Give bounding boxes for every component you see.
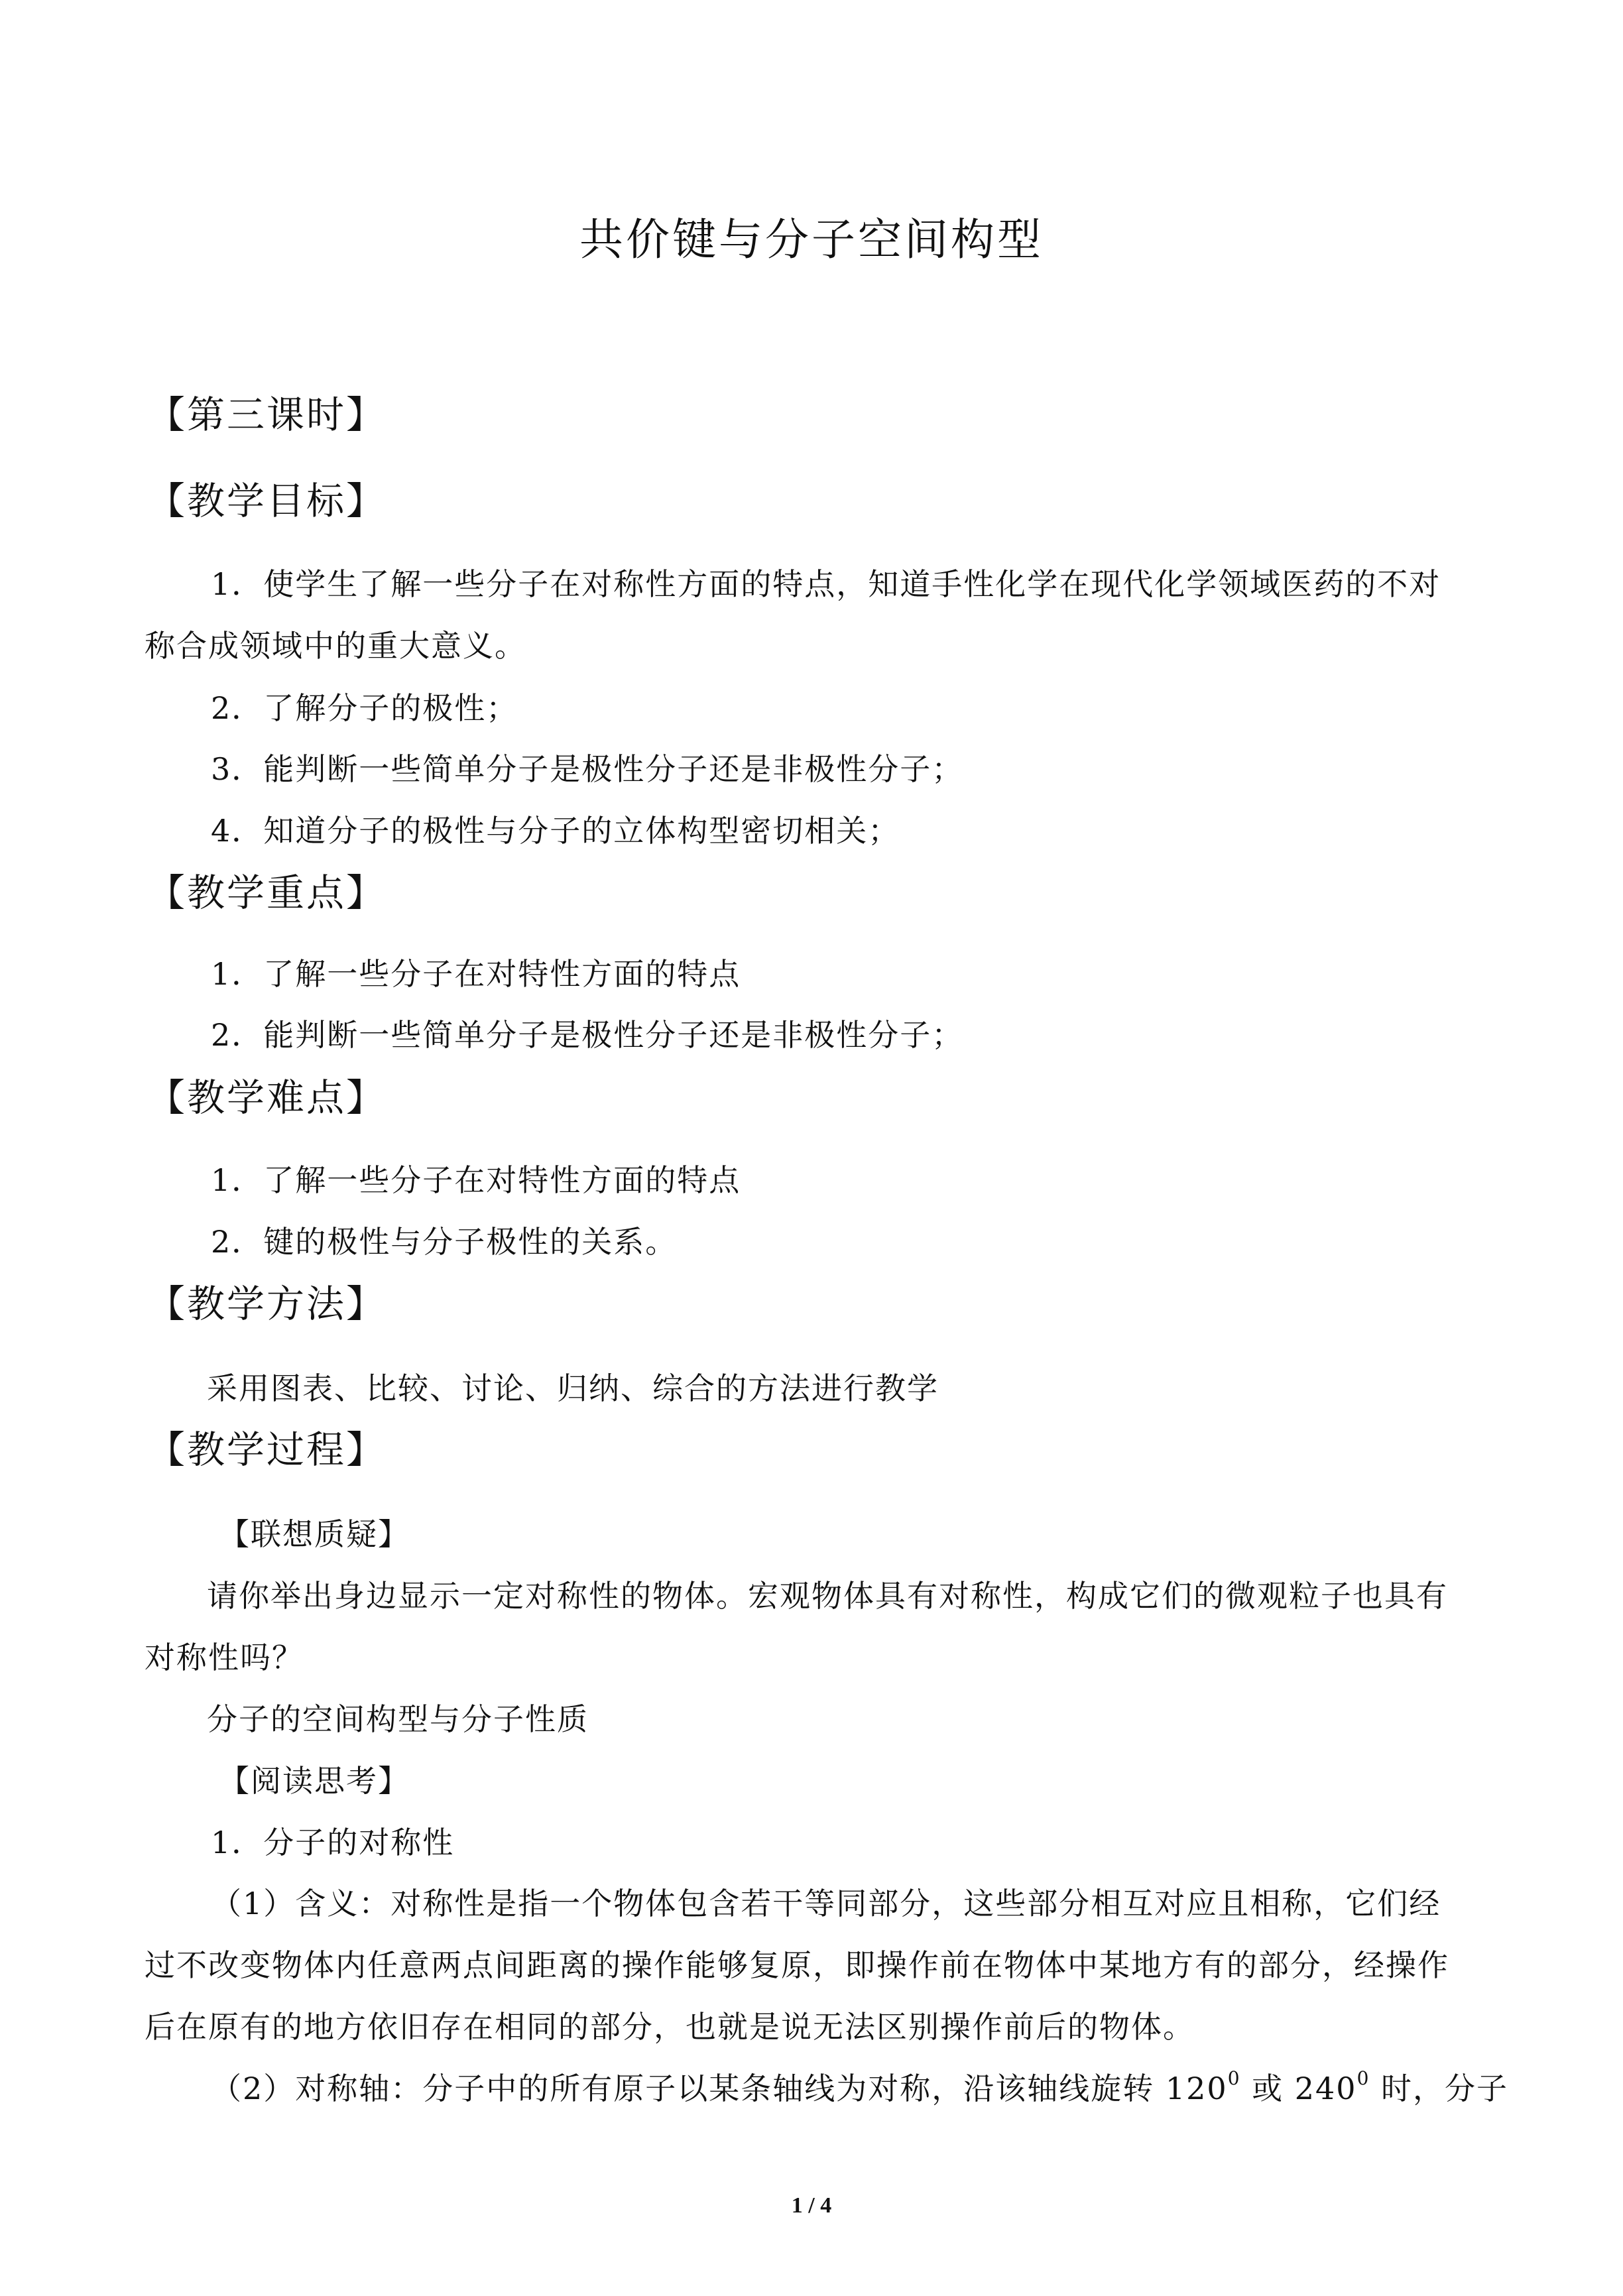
superscript-degree-1: 0 <box>1227 2067 1241 2089</box>
symmetry-axis-line <box>211 2067 1509 2107</box>
section-heading-process: 【教学过程】 <box>147 1428 386 1472</box>
subheading-association-question: 【联想质疑】 <box>219 1516 410 1552</box>
definition-line-3: 后在原有的地方依旧存在相同的部分，也就是说无法区别操作前后的物体。 <box>145 2009 1195 2045</box>
process-paragraph-1-line-1: 请你举出身边显示一定对称性的物体。宏观物体具有对称性，构成它们的微观粒子也具有 <box>207 1578 1448 1614</box>
subheading-reading-thinking: 【阅读思考】 <box>219 1763 410 1799</box>
superscript-degree-2: 0 <box>1356 2067 1370 2089</box>
section-heading-lesson: 【第三课时】 <box>147 393 386 437</box>
difficulty-item-1: 1．了解一些分子在对特性方面的特点 <box>211 1162 741 1198</box>
page-number: 1 / 4 <box>791 2193 832 2218</box>
process-paragraph-2: 分子的空间构型与分子性质 <box>207 1701 589 1737</box>
symmetry-axis-text-b: 或 240 <box>1240 2071 1357 2106</box>
symmetry-axis-text-c: 时，分子 <box>1370 2071 1509 2106</box>
objective-item-2: 2．了解分子的极性； <box>211 690 518 726</box>
objective-item-1-line-2: 称合成领域中的重大意义。 <box>145 628 526 664</box>
objective-item-1-line-1: 1．使学生了解一些分子在对称性方面的特点，知道手性化学在现代化学领域医药的不对 <box>211 566 1441 602</box>
document-title: 共价键与分子空间构型 <box>579 214 1044 265</box>
key-point-item-1: 1．了解一些分子在对特性方面的特点 <box>211 956 741 992</box>
key-point-item-2: 2．能判断一些简单分子是极性分子还是非极性分子； <box>211 1017 964 1053</box>
methods-text: 采用图表、比较、讨论、归纳、综合的方法进行教学 <box>207 1370 939 1406</box>
symmetry-axis-text-a: （2）对称轴：分子中的所有原子以某条轴线为对称，沿该轴线旋转 120 <box>211 2071 1228 2106</box>
section-heading-objectives: 【教学目标】 <box>147 479 386 523</box>
objective-item-4: 4．知道分子的极性与分子的立体构型密切相关； <box>211 813 900 849</box>
difficulty-item-2: 2．键的极性与分子极性的关系。 <box>211 1224 678 1260</box>
process-paragraph-1-line-2: 对称性吗？ <box>145 1640 304 1675</box>
section-heading-difficulties: 【教学难点】 <box>147 1076 386 1120</box>
objective-item-3: 3．能判断一些简单分子是极性分子还是非极性分子； <box>211 751 964 787</box>
definition-line-2: 过不改变物体内任意两点间距离的操作能够复原，即操作前在物体中某地方有的部分，经操作 <box>145 1947 1449 1983</box>
section-heading-key-points: 【教学重点】 <box>147 871 386 915</box>
definition-line-1: （1）含义：对称性是指一个物体包含若干等同部分，这些部分相互对应且相称，它们经 <box>211 1886 1441 1921</box>
section-heading-methods: 【教学方法】 <box>147 1282 386 1326</box>
process-item-1: 1．分子的对称性 <box>211 1825 455 1860</box>
